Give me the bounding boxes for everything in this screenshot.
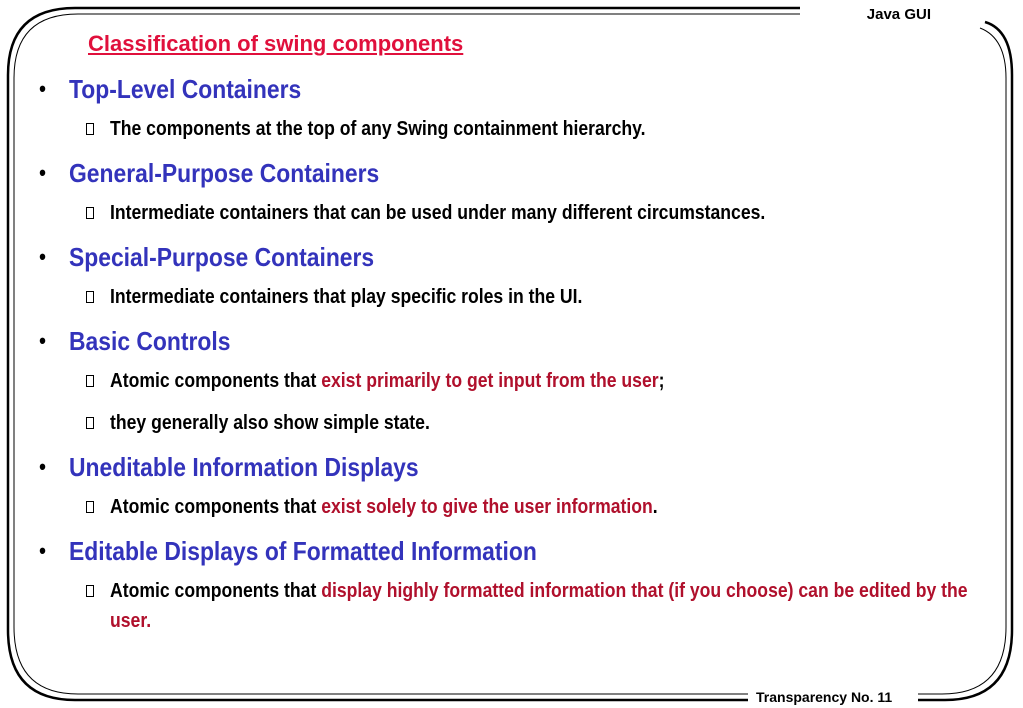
sub-bullet-trailing-text: ; [658, 370, 665, 392]
sub-bullet-item [110, 408, 1000, 438]
sub-bullet-lead-text: Atomic components that [110, 370, 322, 392]
bullet-icon: • [39, 328, 46, 353]
sub-bullet-item [110, 366, 1000, 396]
slide-content [0, 70, 1023, 648]
bullet-heading-text: Basic Controls [69, 326, 231, 356]
bullet-icon: • [39, 454, 46, 479]
sub-bullet-text [110, 198, 999, 228]
sub-bullet-highlight-text: exist primarily to get input from the user [321, 370, 659, 392]
sub-bullet-trailing-text: . [652, 496, 658, 518]
bullet-heading [39, 450, 909, 484]
sub-bullet-lead-text: Atomic components that [110, 580, 322, 602]
sub-bullet-item [110, 114, 1000, 144]
bullet-heading [39, 156, 909, 190]
sub-bullet-highlight-text: exist solely to give the user information [321, 496, 653, 518]
sub-bullet-text [110, 282, 999, 312]
square-bullet-icon [86, 417, 94, 429]
sub-bullet-highlight-text: display highly formatted information that (if you choose) can be edited by the user. [110, 580, 968, 632]
sub-bullet-lead-text: Atomic components that [110, 496, 322, 518]
bullet-heading-text: Top-Level Containers [69, 74, 302, 104]
bullet-heading [39, 534, 909, 568]
sub-bullet-item [110, 576, 1000, 636]
square-bullet-icon [86, 375, 94, 387]
square-bullet-icon [86, 291, 94, 303]
bullet-heading [39, 72, 909, 106]
bullet-heading-text: Uneditable Information Displays [69, 452, 419, 482]
bullet-icon: • [39, 538, 46, 563]
square-bullet-icon [86, 123, 94, 135]
bullet-heading-text: General-Purpose Containers [69, 158, 380, 188]
sub-bullet-plain-text: Intermediate containers that can be used under many different circumstances. [110, 202, 766, 224]
sub-bullet-plain-text: they generally also show simple state. [110, 412, 430, 434]
sub-bullet-text [110, 492, 999, 522]
sub-bullet-item [110, 198, 1000, 228]
footer-label: Transparency No. 11 [752, 689, 896, 705]
sub-bullet-item [110, 492, 1000, 522]
square-bullet-icon [86, 207, 94, 219]
square-bullet-icon [86, 585, 94, 597]
bullet-icon: • [39, 160, 46, 185]
sub-bullet-item [110, 282, 1000, 312]
bullet-heading-text: Editable Displays of Formatted Information [69, 536, 537, 566]
square-bullet-icon [86, 501, 94, 513]
sub-bullet-plain-text: Intermediate containers that play specific roles in the UI. [110, 286, 583, 308]
sub-bullet-text [110, 408, 999, 438]
bullet-heading [39, 240, 909, 274]
slide-title: Classification of swing components [88, 31, 464, 56]
sub-bullet-plain-text: The components at the top of any Swing containment hierarchy. [110, 118, 646, 140]
sub-bullet-text [110, 366, 999, 396]
bullet-heading-text: Special-Purpose Containers [69, 242, 375, 272]
header-label: Java GUI [866, 6, 931, 23]
bullet-heading [39, 324, 909, 358]
bullet-icon: • [39, 244, 46, 269]
bullet-icon: • [39, 76, 46, 101]
sub-bullet-text [110, 114, 999, 144]
sub-bullet-text [110, 576, 999, 636]
